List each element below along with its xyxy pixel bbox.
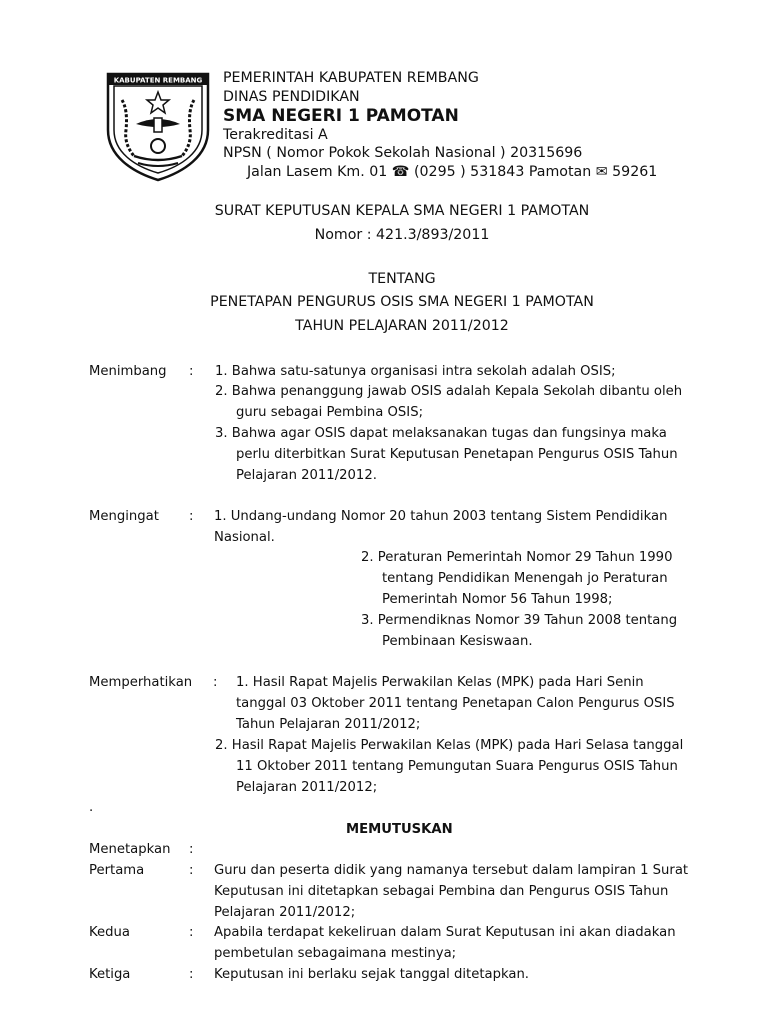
- menimbang-line: Pelajaran 2011/2012.: [236, 468, 377, 483]
- decree-about: TENTANG: [368, 271, 436, 287]
- ketiga-line: Keputusan ini berlaku sejak tanggal ditetapkan.: [214, 967, 529, 982]
- kedua-line: pembetulan sebagaimana mestinya;: [214, 946, 457, 961]
- logo-text: KABUPATEN REMBANG: [113, 76, 203, 85]
- mengingat-line: Pembinaan Kesiswaan.: [382, 634, 533, 649]
- menimbang-line: 1. Bahwa satu-satunya organisasi intra sekolah adalah OSIS;: [215, 364, 616, 379]
- decree-number: Nomor : 421.3/893/2011: [314, 227, 490, 243]
- menetapkan-label: Menetapkan: [89, 842, 171, 857]
- pertama-line: Keputusan ini ditetapkan sebagai Pembina dan Pengurus OSIS Tahun: [214, 884, 669, 899]
- memperhatikan-line: Pelajaran 2011/2012;: [236, 780, 378, 795]
- letterhead-department: DINAS PENDIDIKAN: [223, 89, 360, 105]
- kedua-colon: :: [189, 925, 194, 940]
- letterhead-government: PEMERINTAH KABUPATEN REMBANG: [223, 70, 479, 86]
- memperhatikan-colon: :: [213, 675, 218, 690]
- pertama-label: Pertama: [89, 863, 145, 878]
- regency-crest-logo: [104, 70, 212, 182]
- menimbang-colon: :: [189, 364, 194, 379]
- phone: (0295 ) 531843 Pamotan: [413, 164, 592, 180]
- memperhatikan-label: Memperhatikan: [89, 675, 193, 690]
- postcode: 59261: [612, 164, 658, 180]
- letterhead-npsn: NPSN ( Nomor Pokok Sekolah Nasional ) 20315696: [223, 145, 583, 161]
- menimbang-label: Menimbang: [89, 364, 167, 379]
- menimbang-line: 2. Bahwa penanggung jawab OSIS adalah Kepala Sekolah dibantu oleh: [215, 384, 683, 399]
- telephone-icon: ☎: [391, 164, 410, 180]
- letterhead-address-line: [247, 163, 657, 182]
- decree-heading: SURAT KEPUTUSAN KEPALA SMA NEGERI 1 PAMOTAN: [214, 203, 590, 219]
- menimbang-line: guru sebagai Pembina OSIS;: [236, 405, 424, 420]
- mengingat-line: 3. Permendiknas Nomor 39 Tahun 2008 tentang: [361, 613, 678, 628]
- address: Jalan Lasem Km. 01: [247, 164, 388, 180]
- mengingat-line: 1. Undang-undang Nomor 20 tahun 2003 tentang Sistem Pendidikan: [214, 509, 668, 524]
- memperhatikan-line: 2. Hasil Rapat Majelis Perwakilan Kelas (MPK) pada Hari Selasa tanggal: [215, 738, 684, 753]
- mengingat-line: Nasional.: [214, 530, 275, 545]
- mengingat-label: Mengingat: [89, 509, 159, 524]
- mengingat-line: 2. Peraturan Pemerintah Nomor 29 Tahun 1990: [361, 550, 673, 565]
- ketiga-label: Ketiga: [89, 967, 131, 982]
- ketiga-colon: :: [189, 967, 194, 982]
- memperhatikan-line: 1. Hasil Rapat Majelis Perwakilan Kelas (MPK) pada Hari Senin: [236, 675, 644, 690]
- pertama-line: Guru dan peserta didik yang namanya tersebut dalam lampiran 1 Surat: [214, 863, 689, 878]
- kedua-line: Apabila terdapat kekeliruan dalam Surat Keputusan ini akan diadakan: [214, 925, 676, 940]
- memperhatikan-line: 11 Oktober 2011 tentang Pemungutan Suara Pengurus OSIS Tahun: [236, 759, 678, 774]
- mengingat-colon: :: [189, 509, 194, 524]
- memperhatikan-line: tanggal 03 Oktober 2011 tentang Penetapan Calon Pengurus OSIS: [236, 696, 675, 711]
- mengingat-line: Pemerintah Nomor 56 Tahun 1998;: [382, 592, 613, 607]
- decision-heading: MEMUTUSKAN: [346, 822, 453, 837]
- menimbang-line: 3. Bahwa agar OSIS dapat melaksanakan tugas dan fungsinya maka: [215, 426, 667, 441]
- stray-dot: .: [89, 800, 94, 815]
- pertama-line: Pelajaran 2011/2012;: [214, 905, 356, 920]
- menetapkan-colon: :: [189, 842, 194, 857]
- decree-subject-line-2: TAHUN PELAJARAN 2011/2012: [295, 318, 509, 334]
- envelope-icon: ✉: [595, 164, 608, 180]
- decree-subject-line-1: PENETAPAN PENGURUS OSIS SMA NEGERI 1 PAMOTAN: [210, 294, 594, 310]
- menimbang-line: perlu diterbitkan Surat Keputusan Penetapan Pengurus OSIS Tahun: [236, 447, 678, 462]
- letterhead-school-name: SMA NEGERI 1 PAMOTAN: [223, 106, 459, 126]
- pertama-colon: :: [189, 863, 194, 878]
- mengingat-line: tentang Pendidikan Menengah jo Peraturan: [382, 571, 668, 586]
- letterhead-accreditation: Terakreditasi A: [223, 127, 328, 143]
- kedua-label: Kedua: [89, 925, 130, 940]
- memperhatikan-line: Tahun Pelajaran 2011/2012;: [236, 717, 421, 732]
